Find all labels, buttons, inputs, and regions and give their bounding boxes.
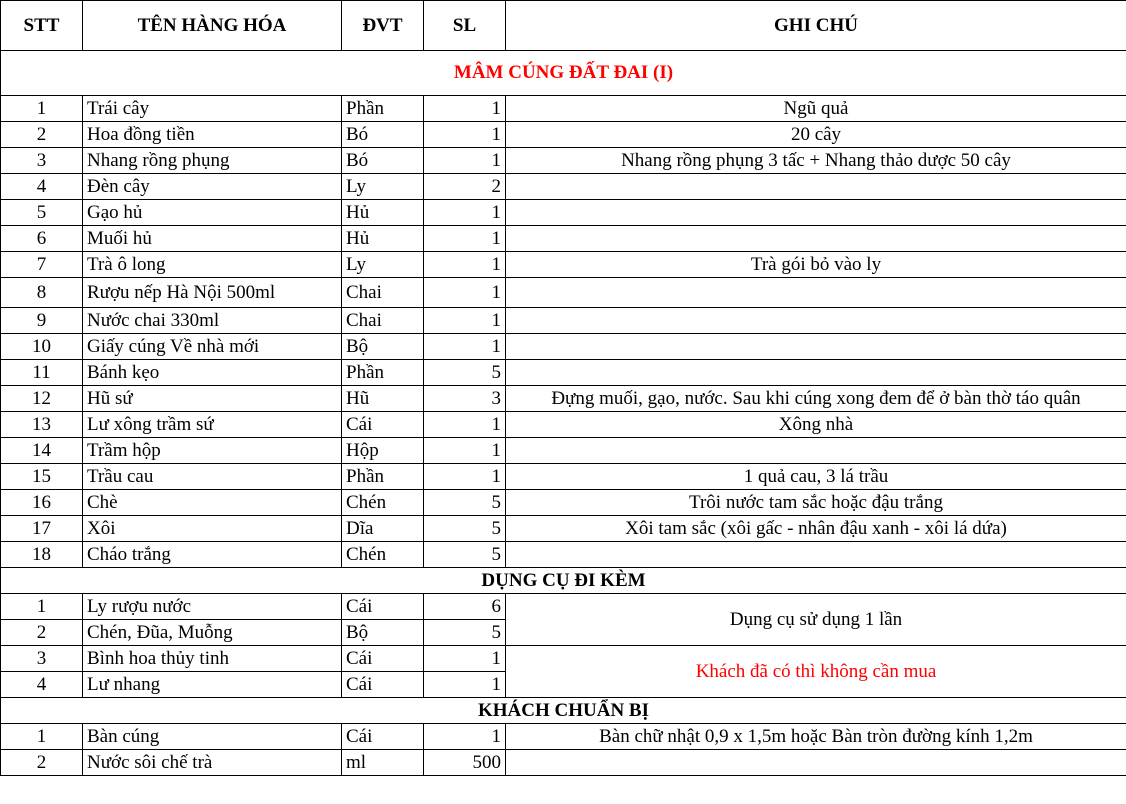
- cell-stt[interactable]: 1: [1, 594, 83, 620]
- cell-note[interactable]: Nhang rồng phụng 3 tấc + Nhang thảo dược 50 cây: [506, 148, 1126, 174]
- cell-qty[interactable]: 500: [424, 750, 506, 776]
- cell-name[interactable]: Chén, Đũa, Muỗng: [83, 620, 342, 646]
- cell-name[interactable]: Lư nhang: [83, 672, 342, 698]
- header-qty[interactable]: SL: [424, 1, 506, 51]
- table-row: [1, 360, 1126, 386]
- header-stt[interactable]: STT: [1, 1, 83, 51]
- cell-unit[interactable]: Phần: [342, 96, 424, 122]
- cell-stt[interactable]: 3: [1, 646, 83, 672]
- cell-stt[interactable]: 7: [1, 252, 83, 278]
- cell-qty[interactable]: 5: [424, 360, 506, 386]
- cell-stt[interactable]: 14: [1, 438, 83, 464]
- section-row: [1, 698, 1126, 724]
- cell-name[interactable]: Xôi: [83, 516, 342, 542]
- cell-stt[interactable]: 5: [1, 200, 83, 226]
- cell-unit[interactable]: Hũ: [342, 386, 424, 412]
- cell-qty[interactable]: 2: [424, 174, 506, 200]
- cell-note[interactable]: [506, 200, 1126, 226]
- cell-name[interactable]: Hũ sứ: [83, 386, 342, 412]
- cell-name[interactable]: Rượu nếp Hà Nội 500ml: [83, 278, 342, 308]
- cell-name[interactable]: Gạo hủ: [83, 200, 342, 226]
- cell-unit[interactable]: Cái: [342, 646, 424, 672]
- section-title[interactable]: DỤNG CỤ ĐI KÈM: [1, 568, 1126, 594]
- cell-qty[interactable]: 1: [424, 96, 506, 122]
- cell-note[interactable]: [506, 542, 1126, 568]
- cell-name[interactable]: Lư xông trầm sứ: [83, 412, 342, 438]
- cell-note[interactable]: Trôi nước tam sắc hoặc đậu trắng: [506, 490, 1126, 516]
- cell-name[interactable]: Hoa đồng tiền: [83, 122, 342, 148]
- cell-note[interactable]: [506, 226, 1126, 252]
- table-row: [1, 96, 1126, 122]
- table-row: [1, 646, 1126, 672]
- table-row: [1, 464, 1126, 490]
- cell-unit[interactable]: Cái: [342, 672, 424, 698]
- cell-qty[interactable]: 5: [424, 516, 506, 542]
- cell-unit[interactable]: Hộp: [342, 438, 424, 464]
- cell-stt[interactable]: 10: [1, 334, 83, 360]
- cell-name[interactable]: Trầm hộp: [83, 438, 342, 464]
- cell-note[interactable]: Xôi tam sắc (xôi gấc - nhân đậu xanh - xôi lá dứa): [506, 516, 1126, 542]
- table-row: [1, 542, 1126, 568]
- cell-unit[interactable]: Phần: [342, 360, 424, 386]
- cell-stt[interactable]: 1: [1, 724, 83, 750]
- cell-unit[interactable]: Bó: [342, 122, 424, 148]
- cell-qty[interactable]: 1: [424, 724, 506, 750]
- cell-unit[interactable]: Dĩa: [342, 516, 424, 542]
- header-row: [1, 1, 1126, 51]
- header-unit[interactable]: ĐVT: [342, 1, 424, 51]
- cell-unit[interactable]: Phần: [342, 464, 424, 490]
- header-name[interactable]: TÊN HÀNG HÓA: [83, 1, 342, 51]
- cell-stt[interactable]: 2: [1, 620, 83, 646]
- cell-qty[interactable]: 1: [424, 148, 506, 174]
- table-row: [1, 226, 1126, 252]
- cell-note[interactable]: Ngũ quả: [506, 96, 1126, 122]
- cell-stt[interactable]: 18: [1, 542, 83, 568]
- cell-stt[interactable]: 6: [1, 226, 83, 252]
- cell-unit[interactable]: Hủ: [342, 226, 424, 252]
- merged-note-cell-red[interactable]: Khách đã có thì không cần mua: [506, 646, 1126, 698]
- cell-stt[interactable]: 15: [1, 464, 83, 490]
- table-row: [1, 724, 1126, 750]
- cell-name[interactable]: Nhang rồng phụng: [83, 148, 342, 174]
- cell-unit[interactable]: Bộ: [342, 620, 424, 646]
- cell-unit[interactable]: Chén: [342, 490, 424, 516]
- merged-note-cell[interactable]: Dụng cụ sử dụng 1 lần: [506, 594, 1126, 646]
- section-title[interactable]: KHÁCH CHUẨN BỊ: [1, 698, 1126, 724]
- table-row: [1, 200, 1126, 226]
- cell-unit[interactable]: Chai: [342, 308, 424, 334]
- cell-note[interactable]: Bàn chữ nhật 0,9 x 1,5m hoặc Bàn tròn đường kính 1,2m: [506, 724, 1126, 750]
- cell-qty[interactable]: 1: [424, 334, 506, 360]
- cell-name[interactable]: Chè: [83, 490, 342, 516]
- cell-note[interactable]: [506, 334, 1126, 360]
- cell-stt[interactable]: 13: [1, 412, 83, 438]
- cell-note[interactable]: 20 cây: [506, 122, 1126, 148]
- cell-unit[interactable]: Chai: [342, 278, 424, 308]
- cell-stt[interactable]: 4: [1, 672, 83, 698]
- cell-qty[interactable]: 1: [424, 412, 506, 438]
- cell-note[interactable]: Trà gói bỏ vào ly: [506, 252, 1126, 278]
- cell-stt[interactable]: 4: [1, 174, 83, 200]
- cell-stt[interactable]: 3: [1, 148, 83, 174]
- cell-qty[interactable]: 3: [424, 386, 506, 412]
- cell-qty[interactable]: 1: [424, 672, 506, 698]
- table-row: [1, 594, 1126, 620]
- cell-qty[interactable]: 5: [424, 490, 506, 516]
- cell-name[interactable]: Đèn cây: [83, 174, 342, 200]
- cell-stt[interactable]: 16: [1, 490, 83, 516]
- cell-name[interactable]: Bánh kẹo: [83, 360, 342, 386]
- cell-unit[interactable]: Chén: [342, 542, 424, 568]
- cell-stt[interactable]: 17: [1, 516, 83, 542]
- cell-stt[interactable]: 8: [1, 278, 83, 308]
- cell-name[interactable]: Bình hoa thủy tinh: [83, 646, 342, 672]
- cell-unit[interactable]: Bộ: [342, 334, 424, 360]
- table-row: [1, 174, 1126, 200]
- cell-stt[interactable]: 11: [1, 360, 83, 386]
- cell-qty[interactable]: 1: [424, 438, 506, 464]
- cell-name[interactable]: Cháo trắng: [83, 542, 342, 568]
- cell-unit[interactable]: ml: [342, 750, 424, 776]
- table-row: [1, 438, 1126, 464]
- cell-name[interactable]: Nước sôi chế trà: [83, 750, 342, 776]
- cell-qty[interactable]: 6: [424, 594, 506, 620]
- table-row: [1, 252, 1126, 278]
- cell-unit[interactable]: Ly: [342, 252, 424, 278]
- table-row: [1, 122, 1126, 148]
- table-row: [1, 412, 1126, 438]
- cell-qty[interactable]: 5: [424, 620, 506, 646]
- cell-note[interactable]: [506, 360, 1126, 386]
- cell-note[interactable]: [506, 438, 1126, 464]
- cell-note[interactable]: 1 quả cau, 3 lá trầu: [506, 464, 1126, 490]
- cell-unit[interactable]: Cái: [342, 724, 424, 750]
- cell-stt[interactable]: 9: [1, 308, 83, 334]
- cell-name[interactable]: Giấy cúng Về nhà mới: [83, 334, 342, 360]
- cell-unit[interactable]: Cái: [342, 594, 424, 620]
- table-row: [1, 750, 1126, 776]
- cell-name[interactable]: Ly rượu nước: [83, 594, 342, 620]
- table-row: [1, 308, 1126, 334]
- cell-qty[interactable]: 1: [424, 464, 506, 490]
- cell-name[interactable]: Trà ô long: [83, 252, 342, 278]
- cell-stt[interactable]: 2: [1, 122, 83, 148]
- cell-qty[interactable]: 1: [424, 646, 506, 672]
- table-row: [1, 386, 1126, 412]
- table-row: [1, 334, 1126, 360]
- cell-note[interactable]: Đựng muối, gạo, nước. Sau khi cúng xong đem để ở bàn thờ táo quân: [506, 386, 1126, 412]
- table-row: [1, 148, 1126, 174]
- cell-qty[interactable]: 1: [424, 308, 506, 334]
- cell-name[interactable]: Nước chai 330ml: [83, 308, 342, 334]
- cell-qty[interactable]: 1: [424, 200, 506, 226]
- section-row: [1, 568, 1126, 594]
- cell-note[interactable]: [506, 308, 1126, 334]
- cell-note[interactable]: Xông nhà: [506, 412, 1126, 438]
- cell-unit[interactable]: Hủ: [342, 200, 424, 226]
- cell-note[interactable]: [506, 750, 1126, 776]
- cell-qty[interactable]: 1: [424, 252, 506, 278]
- cell-qty[interactable]: 1: [424, 278, 506, 308]
- table-row: [1, 278, 1126, 308]
- cell-unit[interactable]: Cái: [342, 412, 424, 438]
- section-row: [1, 51, 1126, 96]
- cell-name[interactable]: Bàn cúng: [83, 724, 342, 750]
- cell-unit[interactable]: Bó: [342, 148, 424, 174]
- cell-note[interactable]: [506, 174, 1126, 200]
- cell-qty[interactable]: 1: [424, 122, 506, 148]
- cell-name[interactable]: Trái cây: [83, 96, 342, 122]
- cell-qty[interactable]: 5: [424, 542, 506, 568]
- cell-name[interactable]: Muối hủ: [83, 226, 342, 252]
- cell-stt[interactable]: 2: [1, 750, 83, 776]
- cell-qty[interactable]: 1: [424, 226, 506, 252]
- cell-unit[interactable]: Ly: [342, 174, 424, 200]
- cell-note[interactable]: [506, 278, 1126, 308]
- cell-stt[interactable]: 1: [1, 96, 83, 122]
- cell-stt[interactable]: 12: [1, 386, 83, 412]
- header-note[interactable]: GHI CHÚ: [506, 1, 1126, 51]
- cell-name[interactable]: Trầu cau: [83, 464, 342, 490]
- table-row: [1, 490, 1126, 516]
- section-title[interactable]: MÂM CÚNG ĐẤT ĐAI (I): [1, 51, 1126, 96]
- table-row: [1, 516, 1126, 542]
